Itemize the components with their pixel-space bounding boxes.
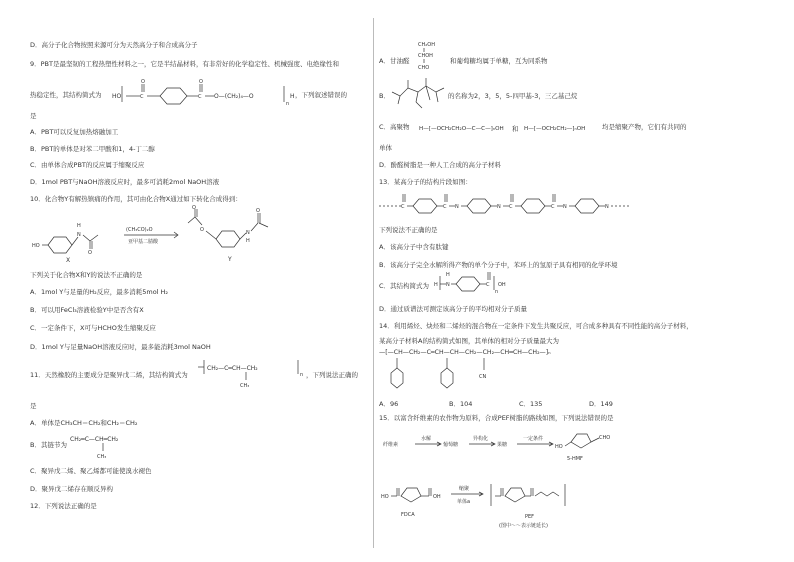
svg-text:C: C <box>486 282 490 288</box>
question-9-stem-tail: ，下列叙述错误的 <box>295 91 347 99</box>
question-13-option-c-prefix: C．其结构简式为 <box>379 282 430 290</box>
svg-text:C: C <box>198 94 202 100</box>
question-9-stem-2: 热稳定性，其结构简式为 <box>30 91 102 99</box>
y-label: Y <box>228 256 232 263</box>
step-fdca: FDCA <box>401 512 415 518</box>
svg-text:N: N <box>446 282 450 288</box>
pbt-h-label: H <box>290 93 295 100</box>
svg-text:N: N <box>497 204 501 210</box>
question-14-option-b: B．104 <box>449 400 473 408</box>
svg-text:O: O <box>256 208 260 214</box>
svg-text:C: C <box>509 204 513 210</box>
hmf-cho-label: CHO <box>599 435 611 441</box>
question-10-option-c: C．一定条件下，X可与HCHO发生缩聚反应 <box>30 324 156 332</box>
svg-text:O: O <box>141 79 145 85</box>
question-9-option-c: C．由单体合成PBT的反应属于缩聚反应 <box>30 161 145 169</box>
question-12-option-b-tail: 的名称为2，3，5，5-四甲基-3，三乙基己烷 <box>448 92 578 100</box>
question-9-option-b: B．PBT的单体是对苯二甲酸和1，4-丁二醇 <box>30 145 155 153</box>
right-column <box>376 0 794 562</box>
svg-text:O: O <box>199 79 203 85</box>
question-10-reaction <box>30 205 310 265</box>
isoprene-structure <box>70 432 170 462</box>
polyether-structure-2: H—[—OCH₂CH₂—]ₙOH <box>524 126 586 132</box>
reagent-label: (CH₃CO)₂O <box>126 227 153 233</box>
question-12-option-b-prefix: B． <box>379 92 390 100</box>
step-fructose: 果糖 <box>497 442 508 448</box>
glyceraldehyde-line-3: CHO <box>418 65 430 71</box>
pef-synthesis-route <box>379 426 679 548</box>
question-11-option-a: A．单体是CH₃CH＝CH₂和CH₂＝CH₂ <box>30 419 138 427</box>
svg-text:H: H <box>446 272 450 278</box>
question-13-ask: 下列说法不正确的是 <box>379 226 438 234</box>
question-12-option-c-tail-2: 单体 <box>379 144 392 152</box>
step-cellulose: 纤维素 <box>383 442 399 448</box>
svg-text:OH: OH <box>498 282 506 288</box>
q14-polymer-substituents <box>379 356 639 392</box>
isoprene-top-label: CH₂═C—CH═CH₂ <box>70 436 119 443</box>
hmf-ho-label: HO <box>555 444 563 450</box>
q14-polymer-structure: —[—CH—CH₂—C═CH—CH—CH₂—CH₂—CH═CH—CH₂—]ₙ <box>379 349 551 356</box>
question-11-option-c: C．聚异戊二烯、聚乙烯都可能使溴水褪色 <box>30 467 152 475</box>
question-9-stem: 9．PBT是最坚韧的工程热塑性材料之一，它是半结晶材料，有非常好的化学稳定性、机械强度、电绝缘性和 <box>30 60 339 68</box>
step-glucose: 葡萄糖 <box>443 442 459 448</box>
option-prev-d: D．高分子化合物按照来源可分为天然高分子和合成高分子 <box>30 41 198 49</box>
arrow-isomerization-label: 异构化 <box>473 436 489 442</box>
question-13-option-d: D．通过质谱法可测定该高分子的平均相对分子质量 <box>379 305 528 313</box>
svg-text:C: C <box>401 204 405 210</box>
question-13-stem: 13．某高分子的结构片段如图： <box>379 178 472 186</box>
left-column <box>0 0 372 562</box>
svg-text:H: H <box>434 282 438 288</box>
x-n-label: N <box>77 232 81 238</box>
question-11-option-b: B．其链节为 <box>30 441 67 449</box>
pbt-ho-label: HO <box>112 93 122 100</box>
question-12-stem: 12．下列说法正确的是 <box>30 502 97 510</box>
question-12-option-c-and: 和 <box>512 125 519 133</box>
svg-text:C: C <box>551 204 555 210</box>
polyisoprene-structure <box>198 358 308 392</box>
svg-text:HO: HO <box>381 494 389 500</box>
svg-text:N: N <box>605 204 609 210</box>
question-14-option-d: D．149 <box>589 400 613 408</box>
question-14-stem-2: 某高分子材料A的结构简式如图，其单体的相对分子质量最大为 <box>379 337 559 345</box>
svg-text:n: n <box>495 289 499 295</box>
arrow-hydrolysis-label: 水解 <box>421 436 432 442</box>
svg-text:N: N <box>455 204 459 210</box>
question-14-stem: 14．利用烯烃、炔烃和二烯烃的混合物在一定条件下发生共聚反应，可合成多种具有不同性能的高分子材料， <box>379 322 693 330</box>
question-12-option-c-tail: 均是缩聚产物，它们有共同的 <box>602 123 687 131</box>
aramid-monomer-structure <box>434 268 534 294</box>
x-ho-label: HO <box>32 243 40 249</box>
svg-text:N: N <box>246 230 250 236</box>
glyceraldehyde-line-2: CHOH <box>418 53 433 59</box>
column-divider <box>373 18 374 548</box>
polyisoprene-methyl-label: CH₃ <box>240 383 250 389</box>
svg-text:C: C <box>443 204 447 210</box>
arrow-condition-label: 一定条件 <box>523 436 544 442</box>
question-12-option-a-tail: 和葡萄糖均属于单糖，互为同系物 <box>450 57 548 65</box>
question-11-option-d: D．聚异戊二烯存在顺反异构 <box>30 485 114 493</box>
step-pef: PEF <box>525 514 535 520</box>
pef-chain-note: (图中～～表示链延长) <box>499 523 548 529</box>
polyester-structure-1: H—[—OCH₂CH₂O—C—C—]ₙOH <box>419 126 504 132</box>
step-hmf: 5-HMF <box>567 456 583 462</box>
isoprene-methyl-label: CH₃ <box>97 454 107 460</box>
question-10-option-a: A．1mol Y与足量的H₂反应，最多消耗5mol H₂ <box>30 288 169 296</box>
x-h-label: H <box>77 223 81 229</box>
pbt-n-label: n <box>286 101 290 107</box>
question-12-option-d: D．酚醛树脂是一种人工合成的高分子材料 <box>379 161 502 169</box>
question-15-stem: 15．以富含纤维素的农作物为原料，合成PEF树脂的路线如图，下列说法错误的是 <box>379 414 614 422</box>
question-13-option-b: B．该高分子完全水解所得产物的单个分子中，苯环上的氢原子具有相同的化学环境 <box>379 261 618 269</box>
svg-text:O: O <box>200 227 204 233</box>
pbt-chain-label: O—(CH₂)₄—O <box>214 93 254 100</box>
question-9-stem-3: 是 <box>30 112 37 120</box>
condition-label: 亚甲基二腈酸 <box>128 239 159 245</box>
alkane-skeleton-structure <box>390 78 450 110</box>
x-label: X <box>66 257 71 264</box>
question-10-stem: 10．化合物Y有解热镇痛的作用，其可由化合物X通过如下转化合成得到： <box>30 195 242 203</box>
svg-text:O: O <box>192 205 196 211</box>
polyisoprene-n-label: n <box>300 372 304 378</box>
question-10-ask: 下列关于化合物X和Y的说法不正确的是 <box>30 271 143 279</box>
svg-text:C: C <box>140 94 144 100</box>
glyceraldehyde-line-1: CH₂OH <box>418 42 435 48</box>
question-11-stem-2: 是 <box>30 402 37 410</box>
svg-text:H: H <box>246 238 250 244</box>
arrow-monomer-a-label: 单体a <box>457 499 471 505</box>
question-12-option-c-prefix: C．高聚物 <box>379 123 410 131</box>
question-10-option-b: B．可以用FeCl₃溶液检验Y中是否含有X <box>30 306 144 314</box>
question-9-option-a: A．PBT可以反复加热熔融加工 <box>30 128 119 136</box>
polyisoprene-top-label: CH₂—C═CH—CH₂ <box>207 365 258 372</box>
question-14-option-a: A．96 <box>379 400 399 408</box>
q14-cn-label: CN <box>479 374 487 380</box>
question-10-option-d: D．1mol Y与足量NaOH溶液反应时，最多能消耗3mol NaOH <box>30 343 211 351</box>
svg-text:O: O <box>88 250 92 256</box>
glyceraldehyde-structure <box>414 40 454 72</box>
arrow-polycondensation-label: 缩聚 <box>459 486 470 492</box>
question-11-stem-tail: ，下列说法正确的 <box>306 371 358 379</box>
question-9-option-d: D．1mol PBT与NaOH溶液反应时，最多可消耗2mol NaOH溶液 <box>30 178 220 186</box>
svg-text:OH: OH <box>433 494 441 500</box>
aramid-fragment-structure <box>379 190 679 218</box>
question-12-option-a-prefix: A．甘油醛 <box>379 57 410 65</box>
question-14-option-c: C．135 <box>519 400 543 408</box>
question-11-stem: 11．天然橡胶的主要成分是聚异戊二烯，其结构简式为 <box>30 371 188 379</box>
question-13-option-a: A．该高分子中含有肽键 <box>379 243 449 251</box>
svg-text:N: N <box>563 204 567 210</box>
pbt-structure <box>112 78 322 108</box>
